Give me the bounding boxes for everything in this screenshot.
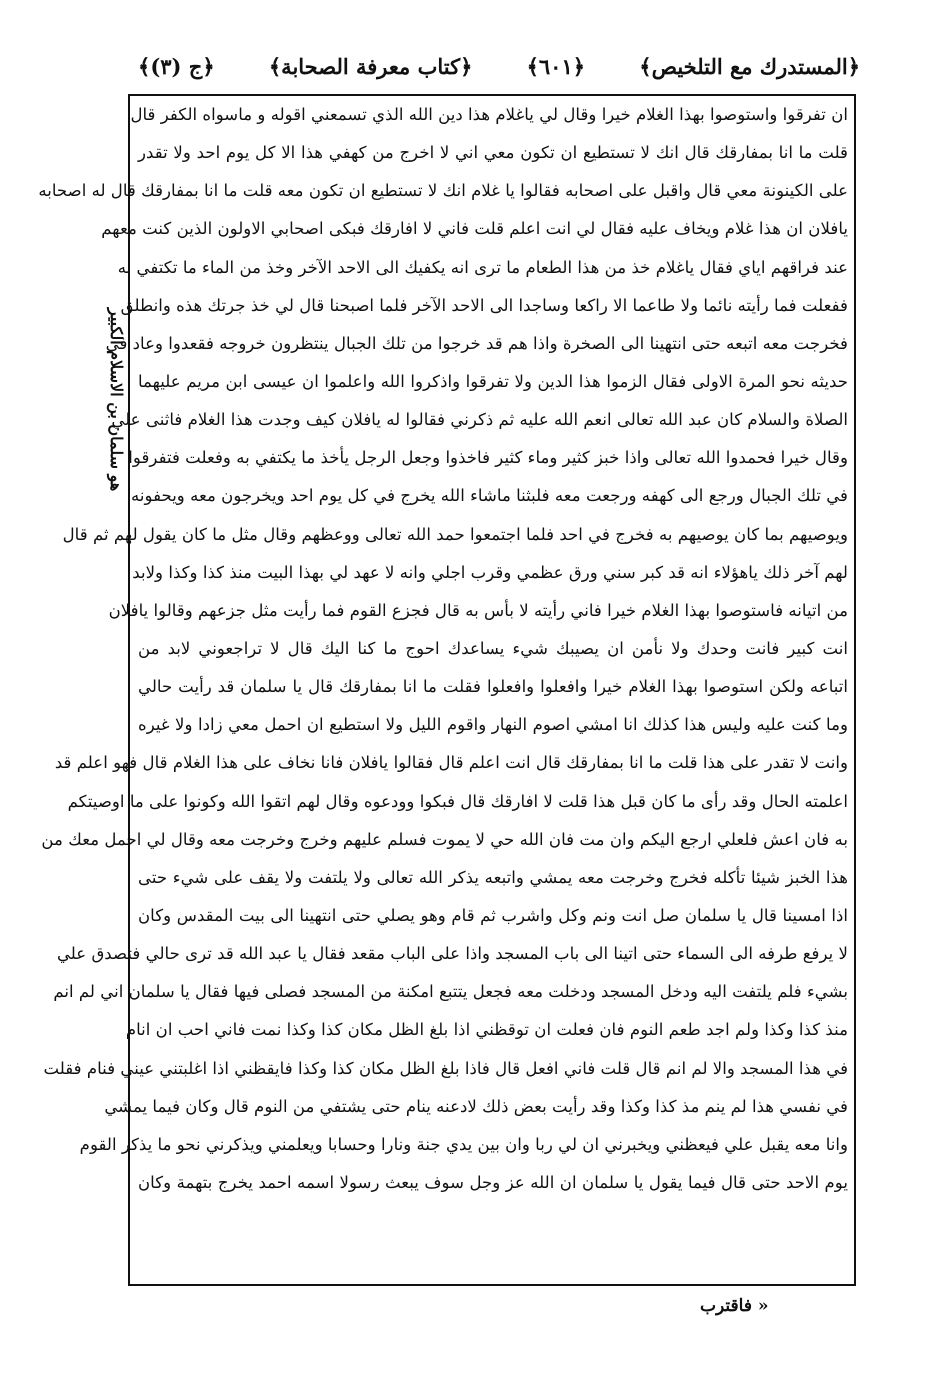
text-line: في هذا المسجد والا لم انم قال قلت فاني افعل قال فاذا بلغ الظل مكان كذا وكذا فايقظني اذا اغلبتني عيني فنام فقلت [43,1058,848,1078]
text-line: قلت ما انا بمفارقك قال انك لا تستطيع ان تكون معي اني لا اخرج من كهفي هذا الا كل يوم احد ولا تقدر [138,143,848,163]
text-line: وما كنت عليه وليس هذا كذلك انا امشي اصوم النهار واقوم الليل ولا استطيع ان احمل معي زادا ولا غيره [138,715,848,735]
text-line: اتباعه ولكن استوصوا بهذا الغلام خيرا وافعلوا وافعلوا فقلت ما انا بمفارقك قال يا سلمان قد رأيت حالي [138,677,848,697]
text-line: فخرجت معه اتبعه حتى انتهينا الى الصخرة واذا هم قد خرجوا من تلك الجبال ينتظرون خروجه فقعدوا وعاد في [105,333,848,353]
text-line: منذ كذا وكذا ولم اجد طعم النوم فان فعلت ان توقظني اذا بلغ الظل مكان كذا وكذا نمت فاني احب ان انام [125,1020,848,1040]
catchword: « فاقترب [700,1296,769,1316]
text-line: على الكينونة معي قال واقبل على اصحابه فقالوا يا غلام انك لا تستطيع ان تكون معه قلت ما انا بمفارقك قال له اصحابه [38,181,848,201]
page-number: ﴿٦٠١﴾ [526,53,586,79]
chapter-title: ﴿كتاب معرفة الصحابة﴾ [268,53,473,79]
text-line: في نفسي هذا لم ينم مذ كذا وكذا وقد رأيت بعض ذلك لادعنه ينام حتى يشتفي من النوم قال وكان فيما يمشي [104,1096,848,1116]
text-line: اذا امسينا قال يا سلمان صل انت ونم وكل واشرب ثم قام وهو يصلي حتى انتهينا الى بيت المقدس وكان [138,905,848,925]
running-header [138,40,860,92]
text-line: الصلاة والسلام كان عبد الله تعالى انعم الله عليه ثم ذكرني فقالوا له يافلان كيف وجدت هذا الغلام فاثنى علي [111,410,848,430]
text-line: يوم الاحد حتى قال فيما يقول يا سلمان ان الله عز وجل سوف يبعث رسولا اسمه احمد يخرج بتهمة وكان [138,1172,848,1192]
text-line: ففعلت فما رأيته نائما ولا طاعما الا راكعا وساجدا الى الاحد الآخر فلما اصبحنا قال لي خذ جرتك هذه وانطلق [120,295,848,315]
text-line: من اتيانه فاستوصوا بهذا الغلام خيرا فاني رأيته لا بأس به قال فجزع القوم فما رأيت مثل جزعهم وقالوا يافلان [108,600,848,620]
text-line: بشيء فلم يلتفت اليه ودخل المسجد ودخلت معه فجعل يتتبع امكنة من المسجد فصلى فيها فقال يا سلمان اني لم انم [53,982,848,1002]
text-line: في تلك الجبال ورجع الى كهفه ورجعت معه فلبثنا ماشاء الله يخرج في كل يوم احد ويخرجون معه ويحفونه [131,486,848,506]
text-line: اعلمته الحال وقد رأى ما كان قبل هذا قلت لا افارقك قال فبكوا وودعوه وقال لهم اتقوا الله وكونوا على ما اوصيتكم [67,791,848,811]
text-line: وانت لا تقدر على هذا قلت ما انا بمفارقك قال انت اعلم قال فقالوا يافلان فانا نخاف على هذا الغلام قال فهو اعلم قد [54,753,848,773]
text-line: لهم آخر ذلك ياهؤلاء انه قد كبر سني ورق عظمي وقرب اجلي وانه لا عهد لي بهذا البيت منذ كذا وكذا ولابد [132,562,848,582]
text-line: لا يرفع طرفه الى السماء حتى اتينا الى باب المسجد واذا على الباب مقعد فقال يا عبد الله قد ترى حالي فتصدق علي [56,944,848,964]
text-line: وانا معه يقبل علي فيعظني ويخبرني ان لي ربا وان بين يدي جنة ونارا وحسابا ويعلمني ويذكرني نحو ما يذكر القوم [79,1134,848,1154]
volume-number: ﴿ج (٣)﴾ [138,53,215,79]
text-line: عند فراقهم اياي فقال ياغلام خذ من هذا الطعام ما ترى انه يكفيك الى الاحد الآخر وخذ من الماء ما تكتفي به [117,257,848,277]
text-line: وقال خيرا فحمدوا الله تعالى واذا خبز كثير وماء كثير فاخذوا وجعل الرجل يأخذ ما يكتفي به وفعلت فتفرقوا [128,448,848,468]
text-line: ان تفرقوا واستوصوا بهذا الغلام خيرا وقال لي ياغلام هذا دين الله الذي تسمعني اقوله و ماسواه الكفر قال [130,105,848,124]
text-line: به فان اعش فلعلي ارجع اليكم وان مت فان الله حي لا يموت فسلم عليهم وخرج وخرجت معه وقال لي احمل معك من [41,829,848,849]
book-title: ﴿المستدرك مع التلخيص﴾ [639,53,860,79]
margin-note: هو سلمان بن الاسلام الكبير [107,308,126,492]
text-line: يافلان ان هذا غلام ويخاف عليه فقال لي انت اعلم قلت فاني لا افارقك فبكى اصحابي الاولون الذين كنت معهم [101,219,848,239]
text-line: ويوصيهم بما كان يوصيهم به فخرج في احد فلما اجتمعوا حمد الله تعالى ووعظهم وقال مثل ما كان يقول لهم ثم قال [62,524,848,544]
text-line: حديثه نحو المرة الاولى فقال الزموا هذا الدين ولا تفرقوا واذكروا الله واعلموا ان عيسى ابن مريم عليهما [138,371,848,391]
text-line: انت كبير فانت وحدك ولا نأمن ان يصيبك شيء يساعدك احوج ما كنا اليك قال لا تراجعوني لابد من [138,638,848,658]
text-line: هذا الخبز شيئا تأكله فخرج وخرجت معه يمشي واتبعه يذكر الله تعالى ولا يلتفت ولا يقف على شيء حتى [138,867,848,887]
